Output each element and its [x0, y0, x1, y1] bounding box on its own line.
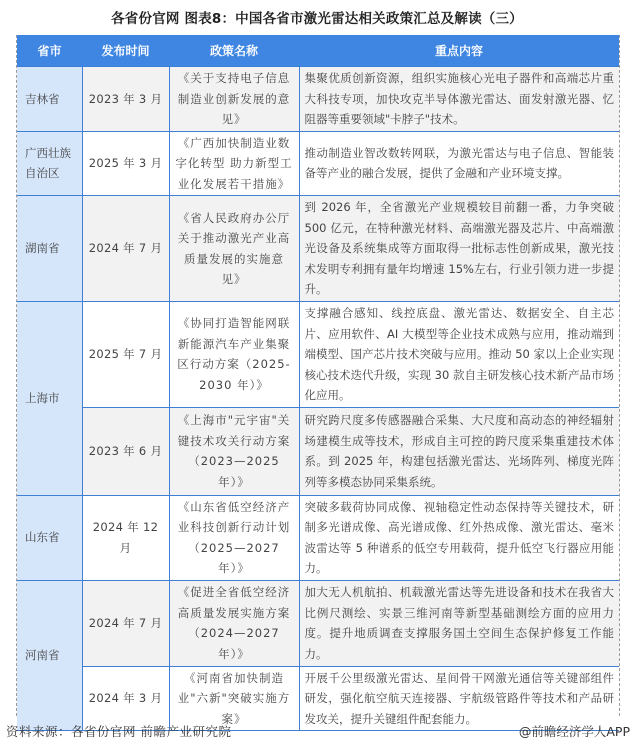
table-row — [17, 67, 619, 132]
figure-title: 各省份官网 图表8：中国各省市激光雷达相关政策汇总及解读（三） — [111, 11, 523, 27]
content-cell: 支撑融合感知、线控底盘、激光雷达、数据安全、自主芯片、应用软件、AI 大模型等企业技术成熟与应用，推动端到端模型、国产芯片技术突破与应用。推动 50 家以上企业实现核心技术迭代升级，实现 30 款自主研发核心技术新产品市场化应用。 — [299, 302, 619, 408]
date-cell: 2023 年 3 月 — [82, 67, 169, 132]
province-cell: 河南省 — [17, 580, 82, 731]
policy-name-cell: 《协同打造智能网联新能源汽车产业集聚区行动方案（2025-2030 年）》 — [169, 302, 299, 408]
policy-name-cell: 《广西加快制造业数字化转型 助力新型工业化发展若干措施》 — [169, 131, 299, 196]
date-cell: 2024 年 3 月 — [82, 666, 169, 731]
table-header-row — [17, 35, 619, 67]
table-row — [17, 131, 619, 196]
policy-name-cell: 《河南省加快制造业"六新"突破实施方案》 — [169, 666, 299, 731]
source-note: 资料来源：各省份官网 前瞻产业研究院 — [6, 724, 232, 739]
policy-name-cell: 《上海市"元宇宙"关键技术攻关行动方案（2023—2025 年）》 — [169, 407, 299, 495]
province-cell: 湖南省 — [17, 196, 82, 302]
table-row — [17, 407, 619, 495]
date-cell: 2024 年 7 月 — [82, 580, 169, 666]
province-cell: 上海市 — [17, 302, 82, 496]
province-cell: 广西壮族自治区 — [17, 131, 82, 196]
content-cell: 研究跨尺度多传感器融合采集、大尺度和高动态的神经辐射场建模生成等技术，形成自主可控的跨尺度采集重建技术体系。到 2025 年，构建包括激光雷达、光场阵列、梯度光阵列等多模态协同采集系统。 — [299, 407, 619, 495]
header-date: 发布时间 — [82, 35, 169, 67]
table-row — [17, 196, 619, 302]
content-cell: 加大无人机航拍、机载激光雷达等先进设备和技术在我省大比例尺测绘、实景三维河南等新型基础测绘方面的应用力度。提升地质调查支撑服务国土空间生态保护修复工作能力。 — [299, 580, 619, 666]
content-cell: 到 2026 年，全省激光产业规模较目前翻一番，力争突破 500 亿元，在特种激光材料、高端激光器及芯片、中高端激光设备及系统集成等方面取得一批标志性创新成果，激光技术发明专利拥有量年均增速 15%左右，行业引领力进一步提升。 — [299, 196, 619, 302]
policy-name-cell: 《关于支持电子信息制造业创新发展的意见》 — [169, 67, 299, 132]
credit-watermark: @前瞻经济学人APP — [518, 724, 630, 739]
header-policy-name: 政策名称 — [169, 35, 299, 67]
table-row — [17, 495, 619, 580]
table-row — [17, 302, 619, 408]
date-cell: 2024 年 12 月 — [82, 495, 169, 580]
date-cell: 2023 年 6 月 — [82, 407, 169, 495]
policy-name-cell: 《省人民政府办公厅关于推动激光产业高质量发展的实施意见》 — [169, 196, 299, 302]
header-key-content: 重点内容 — [299, 35, 619, 67]
content-cell: 推动制造业智改数转网联，为激光雷达与电子信息、智能装备等产业的融合发展，提供了金融和产业环境支撑。 — [299, 131, 619, 196]
policy-name-cell: 《山东省低空经济产业科技创新行动计划（2025—2027 年）》 — [169, 495, 299, 580]
date-cell: 2025 年 7 月 — [82, 302, 169, 408]
province-cell: 吉林省 — [17, 67, 82, 132]
policy-name-cell: 《促进全省低空经济高质量发展实施方案（2024—2027 年）》 — [169, 580, 299, 666]
table-row — [17, 580, 619, 666]
province-cell: 山东省 — [17, 495, 82, 580]
header-province: 省市 — [17, 35, 82, 67]
content-cell: 开展千公里级激光雷达、星间骨干网激光通信等关键部组件研发，强化航空航天连接器、宇航级管路件等技术和产品研发攻关，提升关键组件配套能力。 — [299, 666, 619, 731]
date-cell: 2024 年 7 月 — [82, 196, 169, 302]
policy-table — [17, 35, 619, 731]
content-cell: 突破多载荷协同成像、视轴稳定性动态保持等关键技术，研制多光谱成像、高光谱成像、红外热成像、激光雷达、毫米波雷达等 5 种谱系的低空专用载荷，提升低空飞行器应用能力。 — [299, 495, 619, 580]
content-cell: 集聚优质创新资源，组织实施核心光电子器件和高端芯片重大科技专项，加快攻克半导体激光雷达、面发射激光器、忆阻器等重要领域"卡脖子"技术。 — [299, 67, 619, 132]
date-cell: 2025 年 3 月 — [82, 131, 169, 196]
table-row — [17, 666, 619, 731]
